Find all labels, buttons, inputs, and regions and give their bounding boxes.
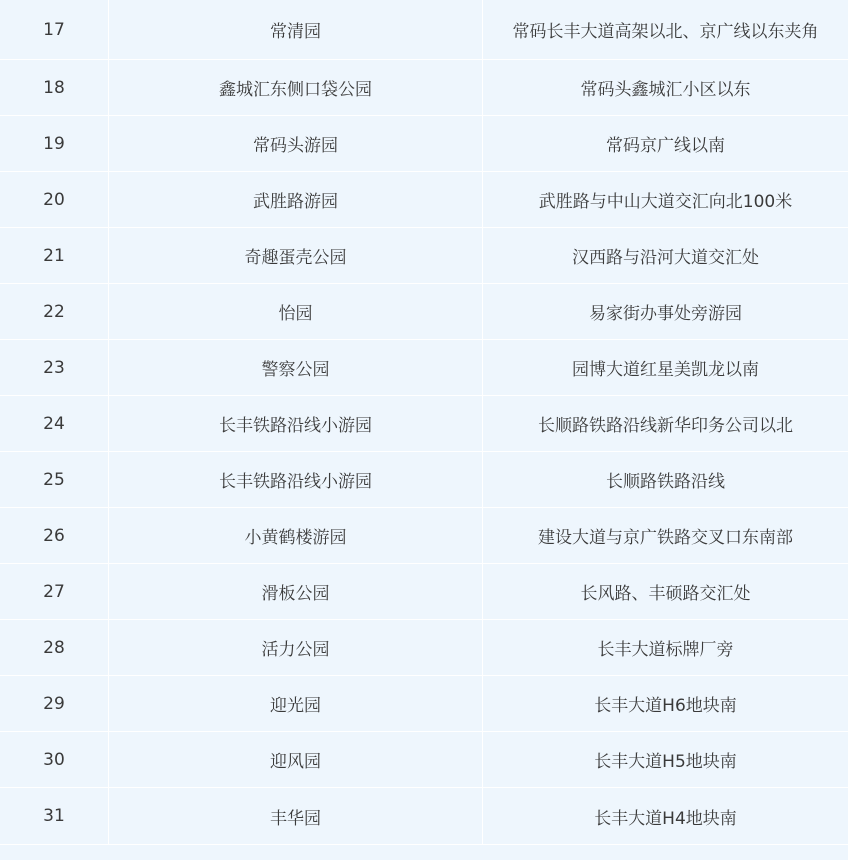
park-location-cell: 长顺路铁路沿线 (606, 472, 725, 492)
park-location-cell: 常码长丰大道高架以北、京广线以东夹角 (512, 22, 819, 42)
park-name-cell: 鑫城汇东侧口袋公园 (109, 60, 483, 115)
row-number-cell: 29 (0, 676, 109, 731)
park-name-cell: 活力公园 (109, 620, 483, 675)
park-name-cell: 奇趣蛋壳公园 (109, 228, 483, 283)
park-name-cell: 常清园 (109, 0, 483, 59)
park-name-cell: 迎光园 (109, 676, 483, 731)
park-name-cell: 滑板公园 (109, 564, 483, 619)
park-name-cell: 长丰铁路沿线小游园 (109, 396, 483, 451)
park-location-cell: 长丰大道H5地块南 (594, 752, 737, 772)
table-row (0, 676, 848, 732)
row-number-cell: 24 (0, 396, 109, 451)
table-row (0, 228, 848, 284)
park-location-cell: 常码京广线以南 (606, 136, 725, 156)
table-row (0, 620, 848, 676)
table-row (0, 788, 848, 845)
row-number-cell: 22 (0, 284, 109, 339)
row-number-cell: 25 (0, 452, 109, 507)
table-row (0, 564, 848, 620)
table-row (0, 284, 848, 340)
park-location-cell: 武胜路与中山大道交汇向北100米 (538, 192, 793, 212)
row-number-cell: 19 (0, 116, 109, 171)
table-row (0, 732, 848, 788)
row-number-cell: 30 (0, 732, 109, 787)
park-name-cell: 小黄鹤楼游园 (109, 508, 483, 563)
table-row (0, 452, 848, 508)
row-number-cell: 28 (0, 620, 109, 675)
park-location-cell: 易家街办事处旁游园 (589, 304, 742, 324)
park-name-cell: 长丰铁路沿线小游园 (109, 452, 483, 507)
park-location-cell: 园博大道红星美凯龙以南 (572, 360, 759, 380)
table-row (0, 340, 848, 396)
table-row (0, 60, 848, 116)
table-row (0, 116, 848, 172)
row-number-cell: 20 (0, 172, 109, 227)
park-name-cell: 丰华园 (109, 788, 483, 844)
row-number-cell: 27 (0, 564, 109, 619)
park-location-cell: 常码头鑫城汇小区以东 (580, 80, 751, 100)
row-number-cell: 17 (0, 0, 109, 59)
park-location-cell: 长丰大道H4地块南 (594, 808, 737, 829)
park-name-cell: 警察公园 (109, 340, 483, 395)
park-name-cell: 怡园 (109, 284, 483, 339)
park-name-cell: 迎风园 (109, 732, 483, 787)
park-location-cell: 长丰大道H6地块南 (594, 696, 737, 716)
park-location-cell: 建设大道与京广铁路交叉口东南部 (538, 528, 793, 548)
park-name-cell: 武胜路游园 (109, 172, 483, 227)
table-row (0, 172, 848, 228)
row-number-cell: 21 (0, 228, 109, 283)
park-location-cell: 汉西路与沿河大道交汇处 (572, 248, 759, 268)
row-number-cell: 23 (0, 340, 109, 395)
park-location-cell: 长丰大道标牌厂旁 (597, 640, 734, 660)
park-location-cell: 长顺路铁路沿线新华印务公司以北 (538, 416, 793, 436)
table-row (0, 508, 848, 564)
row-number-cell: 26 (0, 508, 109, 563)
table-row (0, 396, 848, 452)
table-row (0, 0, 848, 60)
row-number-cell: 18 (0, 60, 109, 115)
park-location-cell: 长风路、丰硕路交汇处 (580, 584, 751, 604)
row-number-cell: 31 (0, 788, 109, 844)
park-name-cell: 常码头游园 (109, 116, 483, 171)
